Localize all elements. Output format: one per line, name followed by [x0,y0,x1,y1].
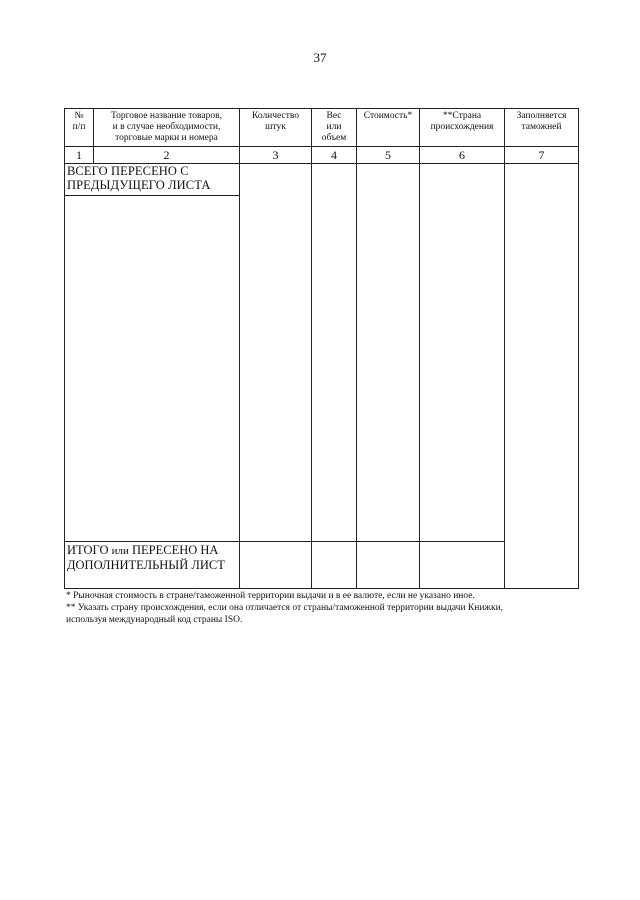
goods-table [64,108,578,588]
header-value: Стоимость* [363,111,413,121]
header-country-of-origin: **Страна происхождения [430,111,494,132]
column-number: 5 [385,148,391,162]
carried-from-previous-label: ВСЕГО ПЕРЕСЕНО С ПРЕДЫДУЩЕГО ЛИСТА [67,164,211,192]
header-weight: Вес или объем [321,111,347,143]
column-number: 3 [272,148,279,162]
total-prefix: ИТОГО [67,543,112,557]
footnote-country-cont: используя международный код страны ISO. [66,615,243,625]
page-number: 37 [313,50,327,65]
column-number: 7 [538,148,545,162]
col-divider [239,108,240,589]
table-border-bottom [64,588,578,589]
col-divider [504,108,505,589]
header-quantity: Количество штук [251,111,300,132]
column-number: 4 [331,148,337,162]
footnote-country: ** Указать страну происхождения, если она отличается от страны/таможенной территории выдачи Книжки, [66,603,504,613]
header-customs-use: Заполняется таможней [516,111,567,132]
table-border-right [578,108,579,589]
total-row-divider [64,541,505,542]
table-border-left [64,108,65,589]
column-number: 2 [163,148,170,162]
total-carried-forward-label [67,543,235,587]
total-suffix: ПЕРЕСЕНО НА ДОПОЛНИТЕЛЬНЫЙ ЛИСТ [67,543,225,572]
carry-row-divider [64,195,240,196]
col-divider [419,108,420,589]
footnotes [66,590,586,626]
col-divider [311,108,312,589]
column-number: 6 [459,148,465,162]
total-or: или [111,545,129,557]
header-row-number: № п/п [72,111,86,132]
col-divider [356,108,357,589]
column-number: 1 [76,148,82,162]
header-goods-name: Торговое название товаров, и в случае необходимости, торговые марки и номера [111,111,222,143]
footnote-value: * Рыночная стоимость в стране/таможенной территории выдачи и в ее валюте, если не указано иное. [66,591,475,601]
